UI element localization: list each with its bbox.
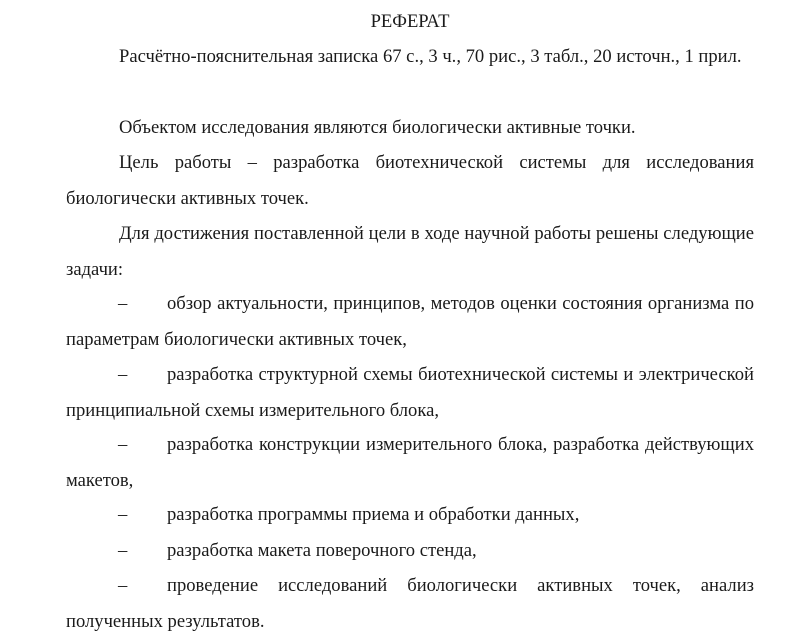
task-text: проведение исследований биологически активных точек, анализ полученных результатов. bbox=[66, 575, 754, 632]
task-text: разработка макета поверочного стенда, bbox=[167, 540, 477, 561]
bullet-dash: – bbox=[118, 293, 128, 314]
task-item bbox=[66, 286, 754, 357]
task-item bbox=[66, 427, 754, 498]
document-title: РЕФЕРАТ bbox=[370, 11, 450, 32]
bullet-dash: – bbox=[118, 434, 128, 455]
task-text: разработка структурной схемы биотехнической системы и электрической принципиальной схемы измерительного блока, bbox=[66, 364, 754, 421]
task-item bbox=[66, 497, 754, 533]
task-item bbox=[66, 568, 754, 639]
goal-paragraph: Цель работы – разработка биотехнической системы для исследования биологически активных точек. bbox=[66, 152, 754, 209]
task-text: обзор актуальности, принципов, методов оценки состояния организма по параметрам биологически активных точек, bbox=[66, 293, 754, 350]
tasks-intro-paragraph: Для достижения поставленной цели в ходе научной работы решены следующие задачи: bbox=[66, 223, 754, 280]
bullet-dash: – bbox=[118, 575, 128, 596]
bullet-dash: – bbox=[118, 364, 128, 385]
task-text: разработка программы приема и обработки данных, bbox=[167, 504, 580, 525]
bullet-dash: – bbox=[118, 504, 128, 525]
object-paragraph: Объектом исследования являются биологически активные точки. bbox=[119, 117, 636, 138]
summary-paragraph: Расчётно-пояснительная записка 67 с., 3 ч., 70 рис., 3 табл., 20 источн., 1 прил. bbox=[119, 46, 742, 67]
task-item bbox=[66, 533, 754, 569]
task-item bbox=[66, 357, 754, 428]
task-text: разработка конструкции измерительного блока, разработка действующих макетов, bbox=[66, 434, 754, 491]
bullet-dash: – bbox=[118, 540, 128, 561]
